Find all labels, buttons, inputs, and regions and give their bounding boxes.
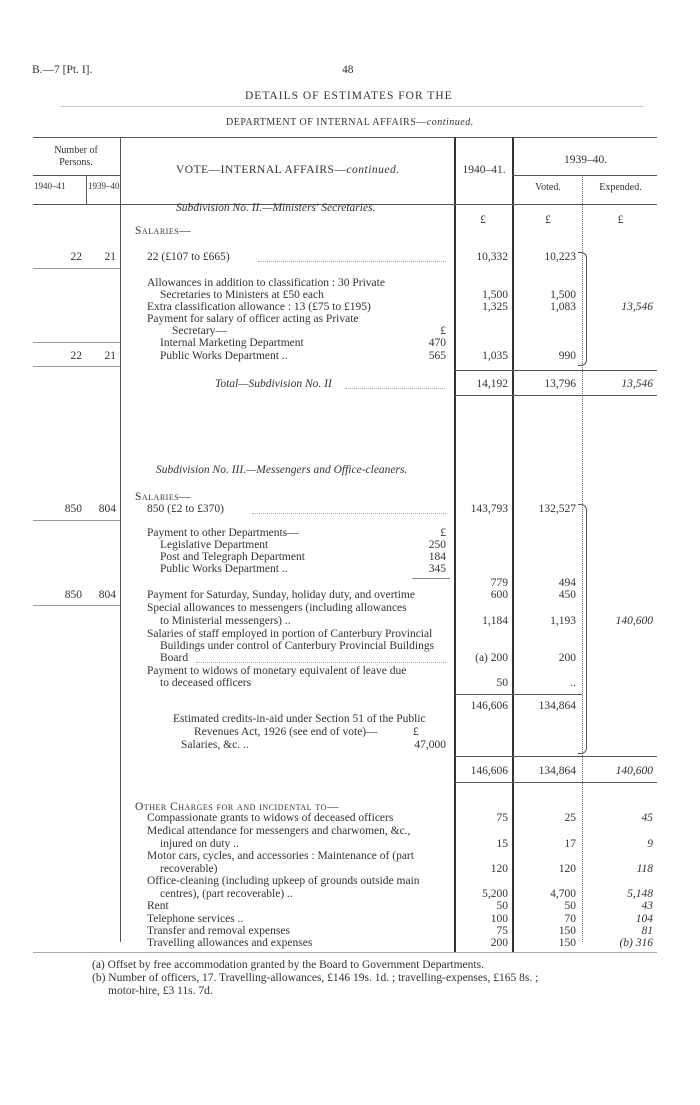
salaries-heading: Salaries— — [135, 225, 192, 237]
estimate-amount: 75 — [496, 925, 508, 937]
department-heading: DEPARTMENT OF INTERNAL AFFAIRS—continued. — [226, 117, 474, 128]
currency-symbol: £ — [413, 726, 419, 738]
estimate-amount: 5,200 — [482, 888, 508, 900]
subtotal-label: Total—Subdivision No. II — [215, 378, 332, 390]
estimate-amount: 779 — [490, 577, 508, 589]
currency-symbol: £ — [440, 527, 446, 539]
charge-description: Office-cleaning (including upkeep of grounds outside main — [147, 875, 420, 887]
persons-1939: 804 — [98, 503, 116, 515]
estimate-amount: 1,325 — [482, 301, 508, 313]
page-number: 48 — [342, 64, 354, 76]
estimate-amount: 600 — [490, 589, 508, 601]
line-description: Payment to widows of monetary equivalent of leave due — [147, 665, 407, 677]
total-estimate: 146,606 — [470, 765, 508, 777]
bracket — [578, 504, 587, 754]
charge-description: Motor cars, cycles, and accessories : Maintenance of (part — [147, 850, 414, 862]
persons-1939: 21 — [104, 251, 116, 263]
footnote-b: (b) Number of officers, 17. Travelling-allowances, £146 19s. 1d. ; travelling-expenses, £165 8s. ; — [92, 972, 539, 984]
charge-description: Medical attendance for messengers and charwomen, &c., — [147, 825, 411, 837]
voted-amount: 25 — [564, 812, 576, 824]
charge-description: recoverable) — [160, 863, 218, 875]
line-amount: 184 — [428, 551, 446, 563]
salaries-heading: Salaries— — [135, 491, 192, 503]
subdivision-ii-heading: Subdivision No. II.—Ministers' Secretaries. — [176, 202, 376, 214]
expended-amount: 140,600 — [615, 615, 653, 627]
line-description: Payment to other Departments— — [147, 527, 299, 539]
total-voted: 13,796 — [544, 378, 576, 390]
page-reference: B.—7 [Pt. I]. — [32, 64, 93, 76]
page-title: DETAILS OF ESTIMATES FOR THE — [245, 90, 453, 102]
persons-1939: 804 — [98, 589, 116, 601]
line-description: Buildings under control of Canterbury Provincial Buildings — [160, 640, 435, 652]
persons-1940: 850 — [64, 503, 82, 515]
footnote-b-continued: motor-hire, £3 11s. 7d. — [108, 985, 213, 997]
voted-amount: 120 — [558, 863, 576, 875]
subtotal-estimate: 146,606 — [470, 700, 508, 712]
line-description: Salaries of staff employed in portion of Canterbury Provincial — [147, 628, 433, 640]
expended-amount: 43 — [641, 900, 653, 912]
line-description: Allowances in addition to classification : 30 Private — [147, 277, 385, 289]
line-description: Board — [160, 652, 189, 664]
line-description: Public Works Department .. — [160, 350, 288, 362]
line-description: 22 (£107 to £665) — [147, 251, 230, 263]
credits-description: Salaries, &c. .. — [181, 739, 249, 751]
line-description: 850 (£2 to £370) — [147, 503, 224, 515]
subtotal-voted: 134,864 — [538, 700, 576, 712]
estimate-amount: (a) 200 — [475, 652, 508, 664]
voted-amount: 200 — [558, 652, 576, 664]
total-expended: 13,546 — [621, 378, 653, 390]
year-split-rule — [86, 175, 87, 205]
line-description: Public Works Department .. — [160, 563, 288, 575]
persons-1940: 850 — [64, 589, 82, 601]
line-description: Secretaries to Ministers at £50 each — [160, 289, 324, 301]
table-top-rule — [33, 137, 657, 138]
year-1940-heading: 1940–41 — [34, 181, 66, 191]
estimate-amount: 100 — [490, 913, 508, 925]
estimate-amount: 143,793 — [470, 503, 508, 515]
persons-1940: 22 — [70, 251, 82, 263]
estimate-amount: 75 — [496, 812, 508, 824]
line-amount: 345 — [428, 563, 446, 575]
line-amount: 565 — [428, 350, 446, 362]
prev-year-heading: 1939–40. — [563, 154, 608, 166]
estimate-amount: 10,332 — [476, 251, 508, 263]
voted-amount: 450 — [558, 589, 576, 601]
persons-1939: 21 — [104, 350, 116, 362]
expended-amount: 118 — [636, 863, 653, 875]
charge-description: Travelling allowances and expenses — [147, 937, 313, 949]
line-description: Extra classification allowance : 13 (£75 to £195) — [147, 301, 371, 313]
charge-description: centres), (part recoverable) .. — [160, 888, 293, 900]
estimate-amount: 120 — [490, 863, 508, 875]
line-description: to deceased officers — [160, 677, 252, 689]
credits-description: Revenues Act, 1926 (see end of vote)— — [194, 726, 378, 738]
line-description: Special allowances to messengers (including allowances — [147, 602, 407, 614]
estimate-amount: 15 — [496, 838, 508, 850]
credits-description: Estimated credits-in-aid under Section 51 of the Public — [173, 713, 426, 725]
line-description: Legislative Department — [160, 539, 269, 551]
voted-amount: .. — [570, 677, 576, 689]
voted-amount: 494 — [558, 577, 576, 589]
estimate-amount: 200 — [490, 937, 508, 949]
total-voted: 134,864 — [538, 765, 576, 777]
bracket — [578, 252, 587, 366]
line-amount: 250 — [428, 539, 446, 551]
expended-amount: (b) 316 — [619, 937, 653, 949]
voted-amount: 150 — [558, 925, 576, 937]
voted-amount: 50 — [564, 900, 576, 912]
subdivision-iii-heading: Subdivision No. III.—Messengers and Office-cleaners. — [156, 464, 408, 476]
line-amount: 470 — [428, 337, 446, 349]
estimate-amount: 1,184 — [482, 615, 508, 627]
persons-column-rule — [120, 137, 121, 942]
line-description: Internal Marketing Department — [160, 337, 304, 349]
currency-symbol: £ — [480, 214, 486, 226]
expended-amount: 9 — [647, 838, 653, 850]
expended-amount: 81 — [641, 925, 653, 937]
estimate-amount: 1,500 — [482, 289, 508, 301]
voted-amount: 10,223 — [544, 251, 576, 263]
year-1939-heading: 1939–40 — [88, 181, 120, 191]
expended-amount: 13,546 — [621, 301, 653, 313]
estimate-heading: 1940–41. — [462, 164, 506, 176]
total-estimate: 14,192 — [476, 378, 508, 390]
line-description: to Ministerial messengers) .. — [160, 615, 291, 627]
currency-symbol: £ — [440, 325, 446, 337]
charge-description: Telephone services .. — [147, 913, 244, 925]
vote-heading: VOTE—INTERNAL AFFAIRS—continued. — [176, 164, 400, 176]
charge-description: injured on duty .. — [160, 838, 239, 850]
voted-amount: 17 — [564, 838, 576, 850]
currency-symbol: £ — [617, 214, 624, 226]
voted-amount: 1,193 — [550, 615, 576, 627]
estimate-amount: 50 — [496, 677, 508, 689]
voted-amount: 990 — [558, 350, 576, 362]
voted-amount: 132,527 — [538, 503, 576, 515]
other-charges-heading: Other Charges for and incidental to— — [135, 801, 339, 813]
line-description: Secretary— — [172, 325, 227, 337]
expended-amount: 104 — [635, 913, 653, 925]
total-expended: 140,600 — [615, 765, 653, 777]
voted-amount: 4,700 — [550, 888, 576, 900]
voted-amount: 1,500 — [550, 289, 576, 301]
expended-amount: 5,148 — [627, 888, 653, 900]
footnote-a: (a) Offset by free accommodation granted by the Board to Government Departments. — [92, 959, 484, 971]
voted-amount: 1,083 — [550, 301, 576, 313]
persons-heading: Number of Persons. — [54, 145, 98, 168]
estimate-amount: 1,035 — [482, 350, 508, 362]
credits-amount: 47,000 — [414, 739, 446, 751]
voted-amount: 70 — [564, 913, 576, 925]
charge-description: Rent — [147, 900, 169, 912]
voted-amount: 150 — [558, 937, 576, 949]
currency-symbol: £ — [545, 214, 551, 226]
estimate-amount: 50 — [496, 900, 508, 912]
line-description: Payment for Saturday, Sunday, holiday duty, and overtime — [147, 589, 415, 601]
charge-description: Transfer and removal expenses — [147, 925, 290, 937]
persons-1940: 22 — [70, 350, 82, 362]
line-description: Post and Telegraph Department — [160, 551, 305, 563]
line-description: Payment for salary of officer acting as Private — [147, 313, 359, 325]
charge-description: Compassionate grants to widows of deceased officers — [147, 812, 394, 824]
expended-amount: 45 — [641, 812, 653, 824]
voted-heading: Voted. — [535, 182, 561, 193]
expended-heading: Expended. — [599, 182, 642, 193]
